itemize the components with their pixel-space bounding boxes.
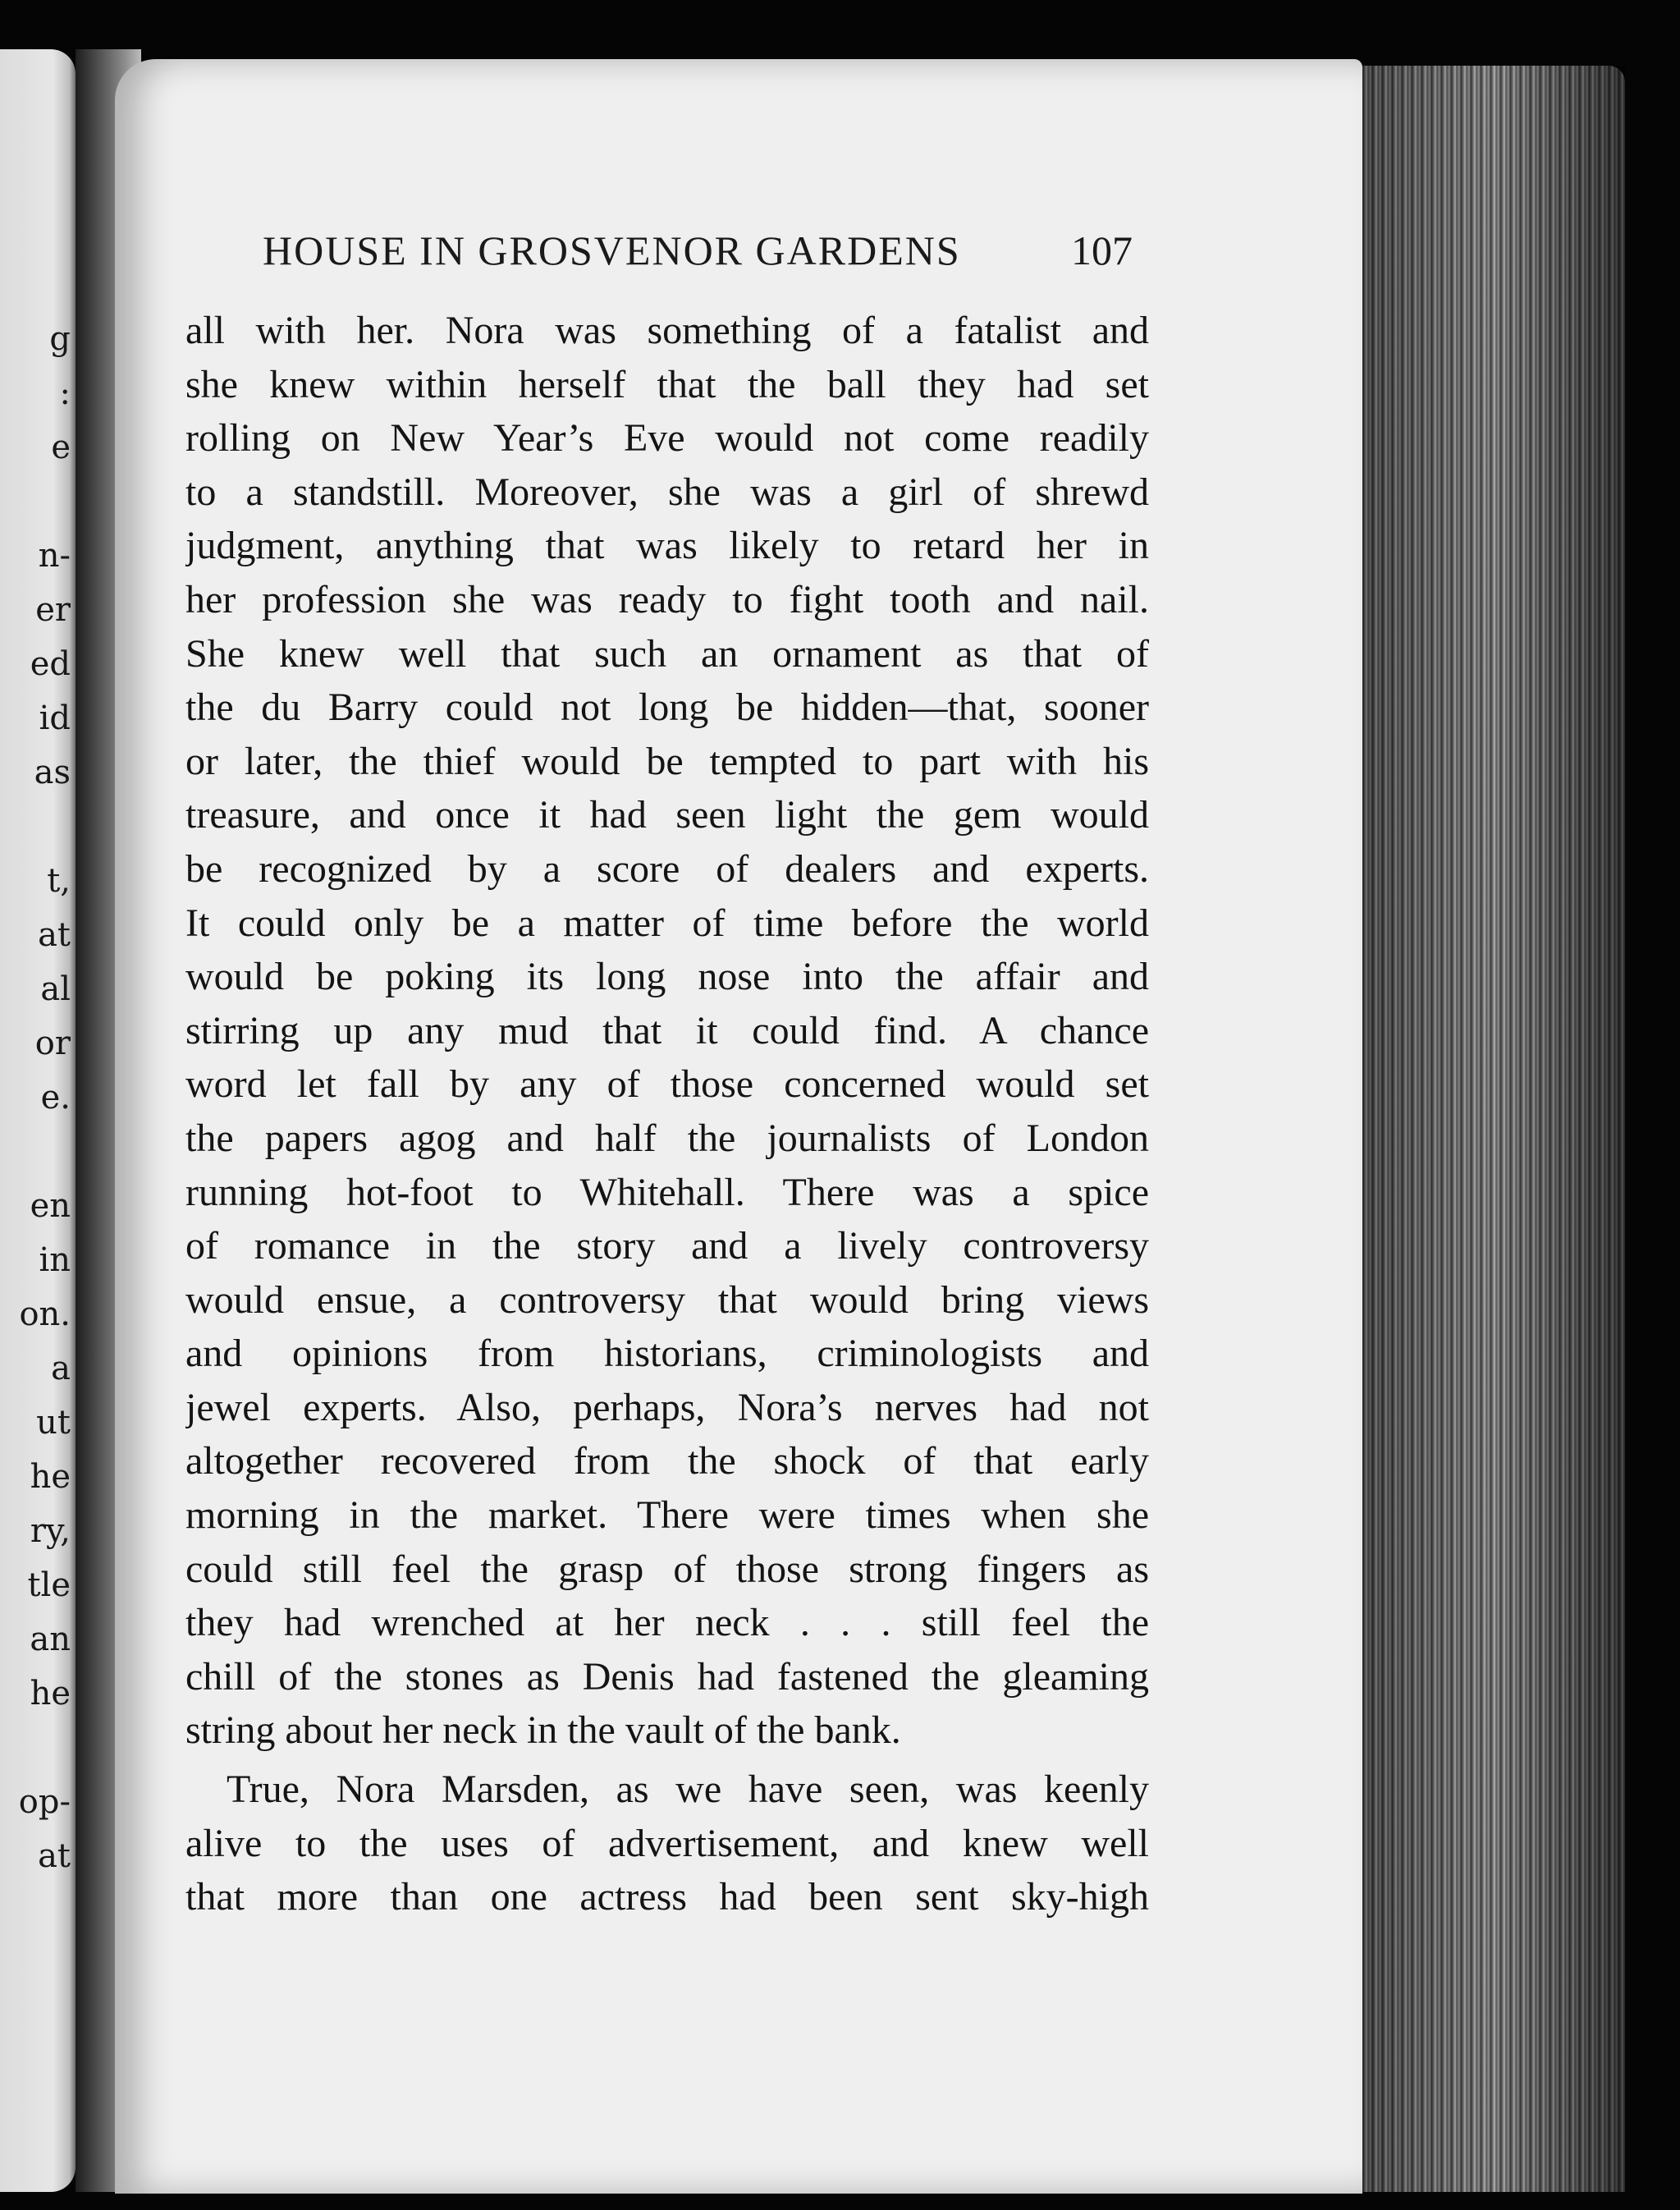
text-line: rolling on New Year’s Eve would not come readily <box>185 416 1149 461</box>
left-fragment-line: al <box>40 970 71 1008</box>
left-fragment-line: e <box>51 429 71 466</box>
text-line: of romance in the story and a lively controversy <box>185 1224 1149 1268</box>
left-fragment-line: ed <box>30 645 71 683</box>
text-line: string about her neck in the vault of the bank. <box>185 1708 901 1753</box>
text-line: morning in the market. There were times when she <box>185 1493 1149 1538</box>
text-line: She knew well that such an ornament as that of <box>185 631 1149 676</box>
text-line: It could only be a matter of time before the world <box>185 901 1149 945</box>
page-number: 107 <box>1071 227 1133 273</box>
left-fragment-line <box>0 475 71 529</box>
left-fragment-line: he <box>30 1675 71 1713</box>
left-fragment-line: g <box>49 320 71 358</box>
text-line: that more than one actress had been sent sky-high <box>185 1875 1149 1919</box>
text-line: judgment, anything that was likely to retard her in <box>185 524 1149 568</box>
text-line: alive to the uses of advertisement, and knew well <box>185 1821 1149 1865</box>
text-line: chill of the stones as Denis had fastened the gleaming <box>185 1654 1149 1699</box>
left-fragment-line: an <box>30 1621 71 1658</box>
left-fragment-line: tle <box>27 1566 71 1604</box>
running-head <box>263 218 1133 283</box>
left-facing-page <box>0 49 76 2192</box>
left-fragment-line: or <box>34 1025 71 1062</box>
text-line: word let fall by any of those concerned would set <box>185 1062 1149 1107</box>
left-fragment-line: a <box>51 1350 71 1387</box>
text-line: altogether recovered from the shock of that early <box>185 1439 1149 1483</box>
left-fragment-line <box>0 1721 71 1775</box>
text-line: the papers agog and half the journalists of London <box>185 1116 1149 1160</box>
left-fragment-line <box>0 800 71 854</box>
running-head-title: HOUSE IN GROSVENOR GARDENS <box>263 227 961 273</box>
left-page-text-fragments <box>0 312 71 1883</box>
left-fragment-line: he <box>30 1458 71 1496</box>
left-fragment-line: id <box>39 699 71 737</box>
text-line: True, Nora Marsden, as we have seen, was keenly <box>227 1768 1149 1812</box>
text-line: would be poking its long nose into the affair and <box>185 955 1149 999</box>
text-line: she knew within herself that the ball they had set <box>185 362 1149 406</box>
left-fragment-line: op- <box>18 1783 71 1821</box>
left-fragment-line: e. <box>40 1079 71 1116</box>
left-fragment-line: on. <box>19 1295 71 1333</box>
text-line: would ensue, a controversy that would bring views <box>185 1277 1149 1322</box>
left-fragment-line: t, <box>47 862 71 900</box>
left-fragment-line: : <box>59 374 71 412</box>
text-line: stirring up any mud that it could find. A chance <box>185 1008 1149 1052</box>
text-line: running hot-foot to Whitehall. There was a spice <box>185 1170 1149 1214</box>
text-line: her profession she was ready to fight tooth and nail. <box>185 577 1149 621</box>
text-line: jewel experts. Also, perhaps, Nora’s nerves had not <box>185 1385 1149 1429</box>
left-fragment-line: at <box>38 916 71 954</box>
text-line: treasure, and once it had seen light the gem would <box>185 793 1149 837</box>
body-text <box>185 304 1149 1924</box>
text-line: they had wrenched at her neck . . . still feel the <box>185 1601 1149 1645</box>
left-fragment-line: at <box>38 1837 71 1875</box>
text-line: could still feel the grasp of those strong fingers as <box>185 1547 1149 1591</box>
left-fragment-line: en <box>30 1187 71 1225</box>
text-line: and opinions from historians, criminologists and <box>185 1332 1149 1376</box>
book-fore-edge <box>1362 66 1625 2192</box>
left-fragment-line: er <box>35 591 71 629</box>
left-fragment-line: as <box>34 754 71 791</box>
text-line: all with her. Nora was something of a fatalist and <box>185 309 1149 352</box>
text-line: to a standstill. Moreover, she was a girl of shrewd <box>185 470 1149 514</box>
left-fragment-line: ut <box>36 1404 71 1442</box>
left-fragment-line <box>0 1125 71 1179</box>
left-fragment-line: in <box>39 1241 71 1279</box>
text-line: or later, the thief would be tempted to part with his <box>185 739 1149 783</box>
left-fragment-line: ry, <box>30 1512 71 1550</box>
text-line: be recognized by a score of dealers and experts. <box>185 846 1149 891</box>
text-line: the du Barry could not long be hidden—that, sooner <box>185 685 1149 730</box>
left-fragment-line: n- <box>38 537 71 575</box>
